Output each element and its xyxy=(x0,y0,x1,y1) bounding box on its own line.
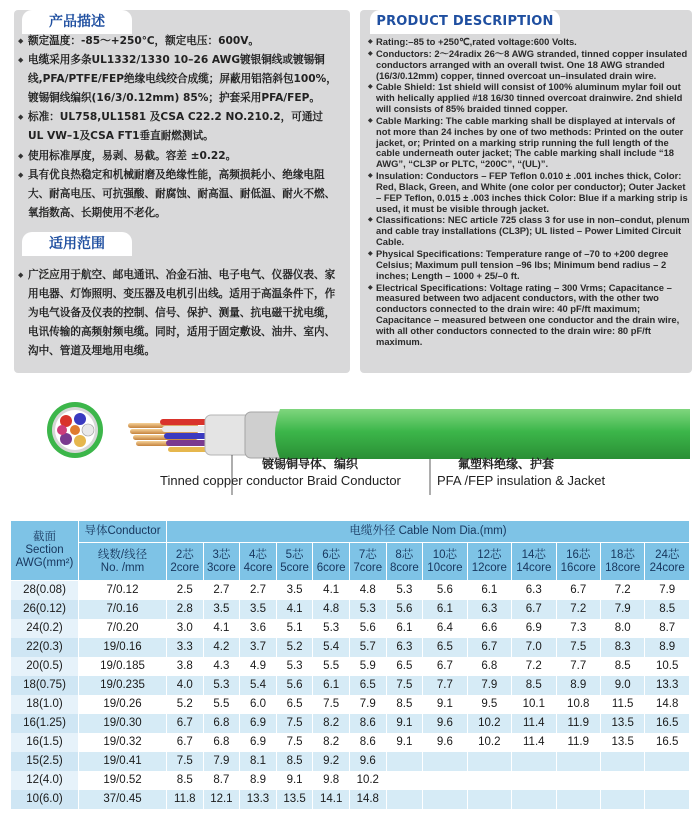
diameter-cell: 5.5 xyxy=(203,695,240,714)
diameter-cell: 10.2 xyxy=(467,714,511,733)
core-count-header xyxy=(556,543,600,581)
diameter-cell: 7.9 xyxy=(349,695,386,714)
en-description-item: ◆ Physical Specifications: Temperature range of –70 to +200 degree Celsius; Maximum pull tension –96 lbs; Minimum bend radius – 2 inches; Length – 1000 + 25/–0 ft. xyxy=(368,249,690,282)
conductor-cell: 19/0.41 xyxy=(79,752,167,771)
cable-cross-section xyxy=(47,402,103,458)
diameter-cell: 7.7 xyxy=(556,657,600,676)
diameter-cell: 6.3 xyxy=(467,600,511,619)
diameter-cell: 9.6 xyxy=(423,733,467,752)
cn-description-heading: 产品描述 xyxy=(22,10,132,34)
conductor-cell: 19/0.30 xyxy=(79,714,167,733)
core-count-header-cn: 6芯 xyxy=(322,548,341,561)
diameter-cell: 11.9 xyxy=(556,733,600,752)
core-count-header-cn: 12芯 xyxy=(477,548,502,561)
diameter-cell: 8.5 xyxy=(645,600,690,619)
core-count-header-cn: 18芯 xyxy=(610,548,635,561)
core-count-header-cn: 2芯 xyxy=(175,548,194,561)
diameter-cell: 4.0 xyxy=(167,676,204,695)
section-header-cn: 截面 xyxy=(33,531,56,543)
diameter-cell xyxy=(467,771,511,790)
core-count-header-cn: 5芯 xyxy=(285,548,304,561)
diameter-cell: 6.5 xyxy=(423,638,467,657)
diameter-cell: 3.5 xyxy=(203,600,240,619)
cn-description-item: ◆ 使用标准厚度，易剥、易截。容差 ±0.22。 xyxy=(18,147,338,166)
diameter-cell: 10.1 xyxy=(512,695,556,714)
diameter-cell: 5.3 xyxy=(386,581,423,600)
diameter-cell: 7.5 xyxy=(386,676,423,695)
section-cell: 26(0.12) xyxy=(11,600,79,619)
section-cell: 28(0.08) xyxy=(11,581,79,600)
core-count-header xyxy=(467,543,511,581)
table-row xyxy=(11,638,690,657)
diameter-cell: 8.1 xyxy=(240,752,277,771)
diameter-cell xyxy=(645,790,690,809)
diameter-cell: 6.7 xyxy=(167,714,204,733)
diameter-cell: 9.0 xyxy=(600,676,644,695)
diameter-cell: 7.0 xyxy=(512,638,556,657)
section-cell: 22(0.3) xyxy=(11,638,79,657)
diameter-cell: 2.5 xyxy=(167,581,204,600)
diameter-cell: 3.6 xyxy=(240,619,277,638)
cable-jacket xyxy=(275,409,690,459)
core-count-header-en: 18core xyxy=(605,561,641,574)
diameter-cell: 6.9 xyxy=(512,619,556,638)
cn-description-item: ◆ 额定温度：-85～+250℃，额定电压：600V。 xyxy=(18,32,338,51)
diameter-cell: 6.6 xyxy=(467,619,511,638)
diameter-cell: 7.5 xyxy=(276,714,313,733)
section-cell: 16(1.25) xyxy=(11,714,79,733)
core-count-header xyxy=(386,543,423,581)
diameter-cell: 8.3 xyxy=(600,638,644,657)
diameter-cell: 7.2 xyxy=(600,581,644,600)
cn-scope-list xyxy=(18,266,338,361)
section-cell: 18(0.75) xyxy=(11,676,79,695)
diameter-cell: 5.5 xyxy=(313,657,350,676)
diameter-cell: 7.5 xyxy=(313,695,350,714)
diameter-cell xyxy=(386,790,423,809)
conductor-cell: 19/0.32 xyxy=(79,733,167,752)
diameter-cell: 3.3 xyxy=(167,638,204,657)
en-description-item: ◆ Cable Shield: 1st shield will consist of 100% aluminum mylar foil out with helically applied #18 16/30 tinned overcoat drainwire. 2nd shield will consists of 85% braided tinned copper. xyxy=(368,82,690,115)
diameter-cell: 9.6 xyxy=(423,714,467,733)
diameter-cell: 7.5 xyxy=(167,752,204,771)
diameter-cell: 6.8 xyxy=(203,714,240,733)
diameter-cell: 9.1 xyxy=(276,771,313,790)
diameter-cell: 13.5 xyxy=(276,790,313,809)
diameter-cell: 3.5 xyxy=(276,581,313,600)
diameter-cell: 7.9 xyxy=(645,581,690,600)
core-count-header xyxy=(423,543,467,581)
section-header-unit: AWG(mm²) xyxy=(15,557,74,569)
core-count-header-en: 2core xyxy=(170,561,200,574)
diameter-cell: 4.8 xyxy=(349,581,386,600)
diameter-cell: 7.5 xyxy=(276,733,313,752)
en-description-item: ◆ Classifications: NEC article 725 class 3 for use in non–condut, plenum and cable tray installations (CL3P); UL listed – Power Limited Circuit Cable. xyxy=(368,215,690,248)
diameter-cell: 14.1 xyxy=(313,790,350,809)
table-row xyxy=(11,752,690,771)
diameter-cell xyxy=(600,771,644,790)
section-header-en: Section xyxy=(25,544,64,556)
diameter-cell: 6.7 xyxy=(556,581,600,600)
core-count-header-en: 6core xyxy=(316,561,346,574)
diameter-cell: 9.8 xyxy=(313,771,350,790)
core-count-header-en: 7core xyxy=(353,561,383,574)
core-count-header-cn: 8芯 xyxy=(395,548,414,561)
diameter-cell xyxy=(467,752,511,771)
core-count-header xyxy=(600,543,644,581)
diameter-cell: 8.5 xyxy=(512,676,556,695)
core-count-header-en: 12core xyxy=(471,561,507,574)
en-description-item: ◆ Conductors: 2～24radix 26～8 AWG stranded, tinned copper insulated conductors arranged with an overall twist. One 18 AWG stranded (16/3/0.12mm) copper, tinned overcoat un–insulated drain wire. xyxy=(368,49,690,82)
diameter-cell: 4.8 xyxy=(313,600,350,619)
diameter-cell: 16.5 xyxy=(645,714,690,733)
table-row xyxy=(11,714,690,733)
diameter-cell: 4.2 xyxy=(203,638,240,657)
diameter-cell: 13.5 xyxy=(600,714,644,733)
en-description-item: ◆ Insulation: Conductors – FEP Teflon 0.010 ± .001 inches thick, Color: Red, Black, Green, and White (one color per conductor); Outer Jacket – FEP Teflon, 0.015 ± .003 inches thick Color: Blue if a marking strip is used, it must be visible through jacket. xyxy=(368,171,690,215)
diameter-cell: 3.5 xyxy=(240,600,277,619)
cn-scope-heading: 适用范围 xyxy=(22,232,132,256)
core-count-header-en: 5core xyxy=(280,561,309,574)
diameter-cell: 6.9 xyxy=(240,733,277,752)
cable-spec-table-container xyxy=(10,520,690,809)
en-description-item: ◆ Cable Marking: The cable marking shall be displayed at intervals of not more than 24 inches by one of two methods: Printed on the outer jacket, or; Printed on a marking strip running the full length of the cable underneath outer jacket; The cable marking shall include “18 AWG”, “CL3P or PLTC, “200C”, “(UL)”. xyxy=(368,116,690,171)
diameter-cell: 6.7 xyxy=(512,600,556,619)
diameter-cell: 5.6 xyxy=(386,600,423,619)
cn-description-item: ◆ 标准：UL758,UL1581 及CSA C22.2 NO.210.2，可通过UL VW–1及CSA FT1垂直耐燃测试。 xyxy=(18,108,338,146)
diameter-cell: 8.5 xyxy=(386,695,423,714)
diameter-cell: 9.1 xyxy=(423,695,467,714)
cable-drawing xyxy=(0,395,700,505)
diameter-cell: 8.0 xyxy=(600,619,644,638)
conductor-cell: 7/0.16 xyxy=(79,600,167,619)
diameter-cell: 6.1 xyxy=(423,600,467,619)
core-count-header xyxy=(276,543,313,581)
conductor-header xyxy=(79,543,167,581)
conductor-header-en: No. /mm xyxy=(100,561,145,574)
diameter-cell: 11.8 xyxy=(167,790,204,809)
core-count-header-en: 8core xyxy=(389,561,419,574)
table-row xyxy=(11,619,690,638)
diameter-cell: 11.4 xyxy=(512,733,556,752)
core-count-header xyxy=(512,543,556,581)
diameter-cell: 6.1 xyxy=(386,619,423,638)
diameter-cell xyxy=(423,752,467,771)
diameter-cell: 6.7 xyxy=(423,657,467,676)
diameter-cell: 8.5 xyxy=(600,657,644,676)
section-cell: 16(1.5) xyxy=(11,733,79,752)
table-row xyxy=(11,695,690,714)
diameter-cell: 14.8 xyxy=(349,790,386,809)
cable-illustration xyxy=(0,395,700,505)
table-row xyxy=(11,676,690,695)
table-row xyxy=(11,600,690,619)
diameter-cell: 8.6 xyxy=(349,714,386,733)
diameter-cell: 9.1 xyxy=(386,714,423,733)
diameter-cell: 4.9 xyxy=(240,657,277,676)
conductor-header-cn: 线数/线径 xyxy=(97,548,148,561)
conductor-cell: 7/0.20 xyxy=(79,619,167,638)
diameter-cell: 4.1 xyxy=(276,600,313,619)
cable-label-right-en: PFA /FEP insulation & Jacket xyxy=(437,473,606,488)
conductor-cell: 19/0.16 xyxy=(79,638,167,657)
diameter-cell xyxy=(512,771,556,790)
diameter-cell xyxy=(467,790,511,809)
diameter-cell: 13.5 xyxy=(600,733,644,752)
diameter-cell: 6.5 xyxy=(349,676,386,695)
diameter-cell xyxy=(556,790,600,809)
core-count-header xyxy=(240,543,277,581)
diameter-cell: 2.7 xyxy=(240,581,277,600)
diameter-cell: 3.7 xyxy=(240,638,277,657)
diameter-cell: 6.8 xyxy=(203,733,240,752)
diameter-cell: 8.5 xyxy=(276,752,313,771)
en-description-item: ◆ Rating:–85 to +250℃,rated voltage:600 Volts. xyxy=(368,37,690,48)
diameter-cell: 7.7 xyxy=(423,676,467,695)
diameter-cell: 5.4 xyxy=(240,676,277,695)
diameter-cell: 6.1 xyxy=(467,581,511,600)
diameter-cell: 10.8 xyxy=(556,695,600,714)
core-count-header-cn: 4芯 xyxy=(249,548,267,561)
diameter-cell: 5.3 xyxy=(203,676,240,695)
core-count-header-en: 3core xyxy=(207,561,236,574)
diameter-cell: 10.5 xyxy=(645,657,690,676)
diameter-cell xyxy=(512,752,556,771)
core-count-header xyxy=(645,543,690,581)
diameter-cell: 8.9 xyxy=(556,676,600,695)
diameter-cell xyxy=(600,752,644,771)
diameter-cell: 6.7 xyxy=(167,733,204,752)
core-count-header xyxy=(203,543,240,581)
core-count-header-en: 10core xyxy=(427,561,463,574)
section-cell: 20(0.5) xyxy=(11,657,79,676)
conductor-header-top: 导体Conductor xyxy=(79,521,167,543)
core-count-header-en: 24core xyxy=(649,561,685,574)
diameter-cell: 8.2 xyxy=(313,714,350,733)
diameter-cell: 8.7 xyxy=(645,619,690,638)
diameter-cell: 6.3 xyxy=(512,581,556,600)
diameter-cell: 9.6 xyxy=(349,752,386,771)
core-count-header-cn: 7芯 xyxy=(358,548,377,561)
diameter-cell: 8.7 xyxy=(203,771,240,790)
diameter-cell: 8.5 xyxy=(167,771,204,790)
core-count-header-en: 16core xyxy=(560,561,596,574)
core-count-header xyxy=(313,543,350,581)
diameter-cell xyxy=(386,771,423,790)
diameter-cell: 6.7 xyxy=(467,638,511,657)
cn-description-item: ◆ 具有优良热稳定和机械耐磨及绝缘性能，高频损耗小、绝缘电阻大、耐高电压、可抗强酸、耐腐蚀、耐高温、耐低温、耐火不燃、氧指数高、长期使用不老化。 xyxy=(18,166,338,223)
diameter-cell: 4.1 xyxy=(313,581,350,600)
diameter-cell: 11.9 xyxy=(556,714,600,733)
cable-spec-table xyxy=(10,520,690,809)
cable-label-left-en: Tinned copper conductor Braid Conductor xyxy=(160,473,401,488)
diameter-cell xyxy=(423,790,467,809)
diameter-cell: 8.9 xyxy=(240,771,277,790)
en-description-heading: PRODUCT DESCRIPTION xyxy=(370,10,560,34)
section-cell: 15(2.5) xyxy=(11,752,79,771)
conductor-cell: 19/0.26 xyxy=(79,695,167,714)
en-description-item: ◆ Electrical Specifications: Voltage rating – 300 Vrms; Capacitance – measured between two adjacent conductors, with the other two conductors connected to the drain wire: 40 pF/ft maximum; Capacitance – measured between one conductor and the drain wire, with all other conductors connected to the drain wire: 80 pF/ft maximum. xyxy=(368,283,690,348)
diameter-cell: 11.4 xyxy=(512,714,556,733)
diameter-cell: 9.1 xyxy=(386,733,423,752)
diameter-cell: 11.5 xyxy=(600,695,644,714)
core-count-header-en: 4core xyxy=(243,561,273,574)
core-count-header-en: 14core xyxy=(516,561,552,574)
cable-label-left-cn: 镀锡铜导体、编织 xyxy=(262,457,359,471)
en-description-list xyxy=(368,37,690,349)
core-count-header-cn: 3芯 xyxy=(212,548,231,561)
diameter-cell: 6.4 xyxy=(423,619,467,638)
core-count-header xyxy=(167,543,204,581)
section-header xyxy=(11,521,79,581)
diameter-cell: 2.7 xyxy=(203,581,240,600)
diameter-cell: 7.5 xyxy=(556,638,600,657)
diameter-cell: 7.9 xyxy=(467,676,511,695)
table-row xyxy=(11,771,690,790)
diameter-cell: 7.2 xyxy=(512,657,556,676)
conductor-cell: 19/0.185 xyxy=(79,657,167,676)
diameter-cell: 10.2 xyxy=(349,771,386,790)
diameter-cell: 6.3 xyxy=(386,638,423,657)
diameter-cell: 4.1 xyxy=(203,619,240,638)
diameter-cell: 2.8 xyxy=(167,600,204,619)
diameter-cell xyxy=(556,752,600,771)
diameter-cell xyxy=(423,771,467,790)
diameter-cell: 5.4 xyxy=(313,638,350,657)
diameter-cell: 9.2 xyxy=(313,752,350,771)
diameter-cell: 14.8 xyxy=(645,695,690,714)
diameter-cell: 6.0 xyxy=(240,695,277,714)
cn-description-list xyxy=(18,32,338,223)
diameter-cell: 8.2 xyxy=(313,733,350,752)
table-row xyxy=(11,657,690,676)
diameter-cell: 5.3 xyxy=(276,657,313,676)
diameter-cell: 16.5 xyxy=(645,733,690,752)
conductor-cell: 37/0.45 xyxy=(79,790,167,809)
section-cell: 18(1.0) xyxy=(11,695,79,714)
diameter-cell: 3.8 xyxy=(167,657,204,676)
table-row xyxy=(11,581,690,600)
diameter-cell: 7.2 xyxy=(556,600,600,619)
core-count-header-cn: 14芯 xyxy=(521,548,546,561)
diameter-cell: 12.1 xyxy=(203,790,240,809)
diameter-cell: 13.3 xyxy=(645,676,690,695)
diameter-cell: 5.7 xyxy=(349,638,386,657)
cn-scope-item: ◆ 广泛应用于航空、邮电通讯、冶金石油、电子电气、仪器仪表、家用电器、灯饰照明、变压器及电机引出线。适用于高温条件下，作为电气设备及仪表的控制、信号、保护、测量、抗电磁干扰电缆，电讯传输的高频射频电缆。同时，适用于固定敷设、油井、室内、沟中、管道及埋地用电缆。 xyxy=(18,266,338,361)
diameter-cell: 5.2 xyxy=(276,638,313,657)
diameter-cell: 13.3 xyxy=(240,790,277,809)
diameter-cell xyxy=(512,790,556,809)
diameter-header: 电缆外径 Cable Nom Dia.(mm) xyxy=(167,521,690,543)
diameter-cell: 9.5 xyxy=(467,695,511,714)
conductor-strands xyxy=(128,419,210,452)
diameter-cell: 7.3 xyxy=(556,619,600,638)
conductor-cell: 7/0.12 xyxy=(79,581,167,600)
diameter-cell: 4.3 xyxy=(203,657,240,676)
diameter-cell xyxy=(645,771,690,790)
diameter-cell: 8.6 xyxy=(349,733,386,752)
table-row xyxy=(11,733,690,752)
conductor-cell: 19/0.52 xyxy=(79,771,167,790)
diameter-cell: 5.3 xyxy=(313,619,350,638)
diameter-cell: 6.5 xyxy=(276,695,313,714)
diameter-cell: 3.0 xyxy=(167,619,204,638)
cable-spec-table-body xyxy=(11,581,690,809)
diameter-cell: 5.9 xyxy=(349,657,386,676)
cable-label-right-cn: 氟塑料绝缘、护套 xyxy=(458,457,555,471)
diameter-cell xyxy=(645,752,690,771)
diameter-cell: 6.1 xyxy=(313,676,350,695)
diameter-cell: 6.5 xyxy=(386,657,423,676)
diameter-cell: 5.3 xyxy=(349,600,386,619)
section-cell: 10(6.0) xyxy=(11,790,79,809)
diameter-cell: 7.9 xyxy=(600,600,644,619)
diameter-cell: 5.6 xyxy=(349,619,386,638)
section-cell: 12(4.0) xyxy=(11,771,79,790)
diameter-cell: 8.9 xyxy=(645,638,690,657)
diameter-cell xyxy=(556,771,600,790)
diameter-cell: 5.6 xyxy=(276,676,313,695)
diameter-cell: 6.8 xyxy=(467,657,511,676)
core-count-header-cn: 24芯 xyxy=(655,548,680,561)
core-count-header-cn: 16芯 xyxy=(566,548,591,561)
table-row xyxy=(11,790,690,809)
diameter-cell: 7.9 xyxy=(203,752,240,771)
diameter-cell: 5.1 xyxy=(276,619,313,638)
core-count-header xyxy=(349,543,386,581)
diameter-cell: 5.6 xyxy=(423,581,467,600)
diameter-cell: 5.2 xyxy=(167,695,204,714)
conductor-cell: 19/0.235 xyxy=(79,676,167,695)
diameter-cell: 10.2 xyxy=(467,733,511,752)
section-cell: 24(0.2) xyxy=(11,619,79,638)
core-count-header-cn: 10芯 xyxy=(432,548,458,561)
cn-description-item: ◆ 电缆采用多条UL1332/1330 10–26 AWG镀银铜线或镀锡铜线,PFA/PTFE/FEP绝缘电线绞合成缆；屏蔽用铝箔斜包100%，镀锡铜线编织(16/3/0.12mm) 85%；护套采用PFA/FEP。 xyxy=(18,51,338,108)
diameter-cell xyxy=(386,752,423,771)
diameter-cell: 6.9 xyxy=(240,714,277,733)
diameter-cell xyxy=(600,790,644,809)
